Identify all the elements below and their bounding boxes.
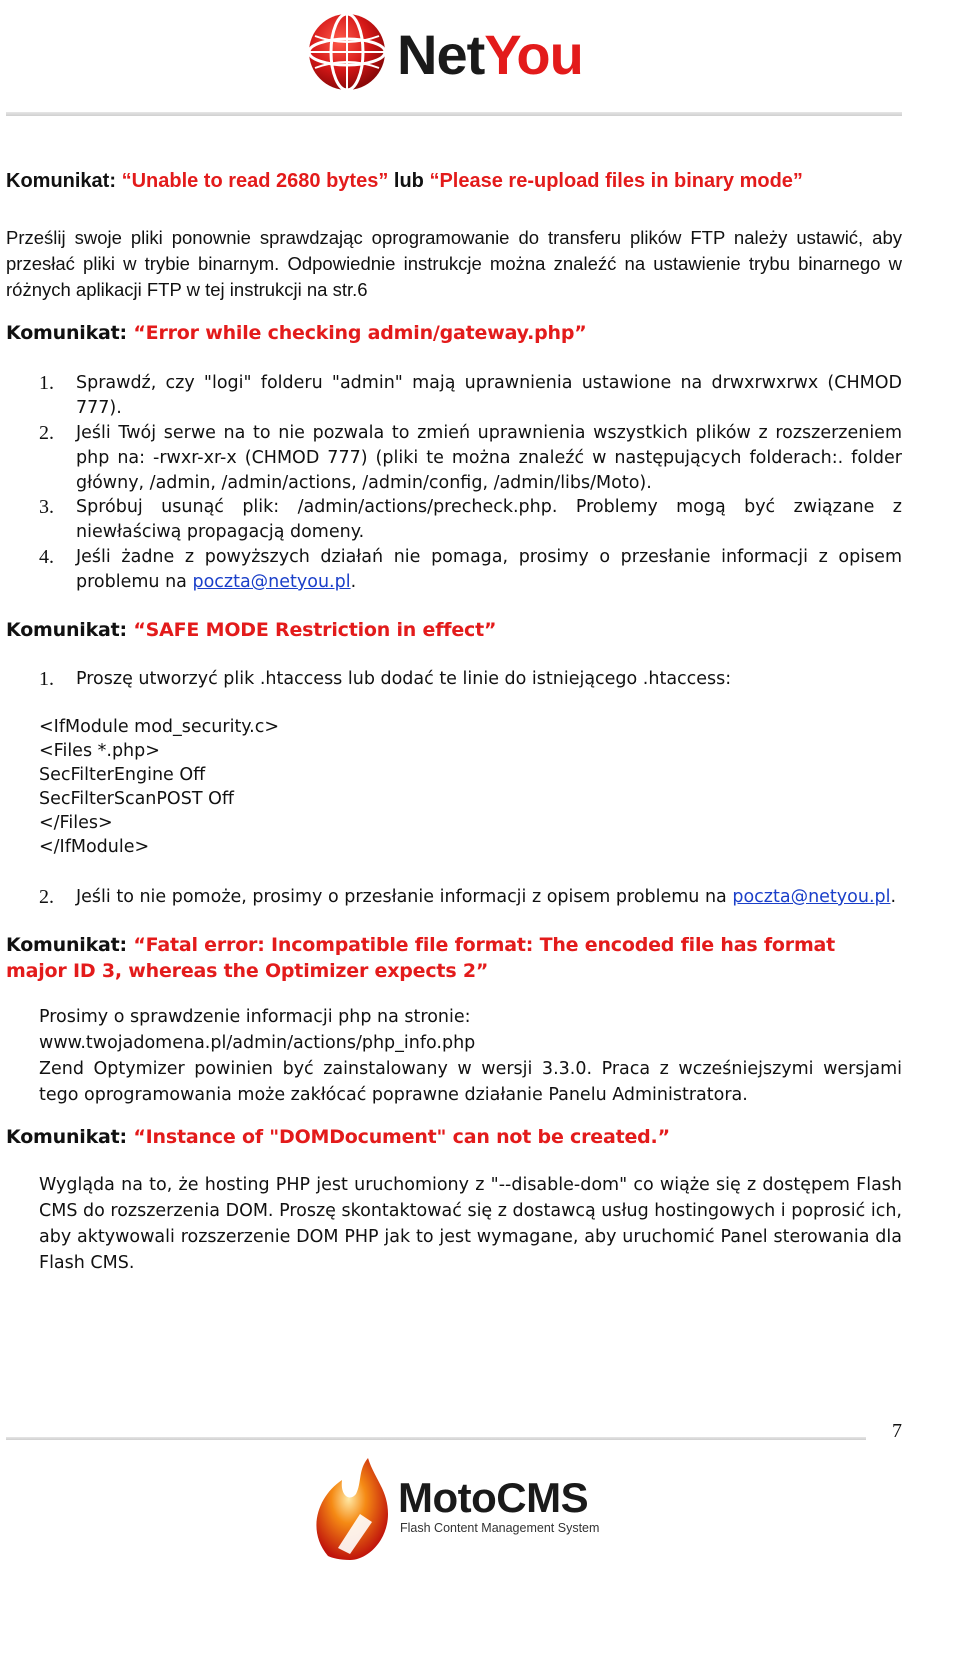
globe-icon — [309, 14, 385, 90]
section-paragraph: Prześlij swoje pliki ponownie sprawdzając oprogramowanie do transferu plików FTP należy ustawić, aby przesłać pliki w trybie binarnym. Odpowiednie instrukcje można znaleźć na ustawienie trybu binarnego w różnych aplikacji FTP w tej instrukcji na str.6 — [6, 227, 902, 300]
email-link[interactable]: poczta@netyou.pl — [192, 572, 351, 592]
section-heading: Komunikat: “Instance of "DOMDocument" can not be created.” — [6, 1126, 670, 1148]
section-heading: Komunikat: “SAFE MODE Restriction in effect” — [6, 619, 497, 641]
code-line: </IfModule> — [39, 837, 150, 857]
netyou-logo — [305, 8, 655, 98]
section-paragraph: Prosimy o sprawdzenie informacji php na stronie: www.twojadomena.pl/admin/actions/php_info.php Zend Optymizer powinien być zainstalowany w wersji 3.3.0. Praca z wcześniejszymi wersjami tego oprogramowania może zakłócać poprawne działanie Panelu Administratora. — [39, 1007, 902, 1105]
code-line: SecFilterEngine Off — [39, 765, 206, 785]
section-heading: Komunikat: “Unable to read 2680 bytes” lub “Please re-upload files in binary mode” — [6, 170, 803, 192]
header-rule — [6, 112, 902, 116]
email-link[interactable]: poczta@netyou.pl — [732, 887, 891, 907]
code-block — [39, 715, 279, 859]
section-heading: Komunikat: “Error while checking admin/gateway.php” — [6, 322, 587, 344]
footer-rule — [6, 1437, 866, 1440]
page-number: 7 — [892, 1420, 902, 1442]
footer-tagline: Flash Content Management System — [400, 1521, 600, 1535]
code-line: </Files> — [39, 813, 113, 833]
section-paragraph: Wygląda na to, że hosting PHP jest uruchomiony z "--disable-dom" co wiąże się z dostępem Flash CMS do rozszerzenia DOM. Proszę skontaktować się z dostawcą usług hostingowych i poprosić ich, aby aktywowali rozszerzenie DOM PHP jak to jest wymagane, aby uruchomić Panel sterowania dla Flash CMS. — [39, 1175, 902, 1273]
footer-brand: MotoCMS — [398, 1474, 589, 1521]
svg-text:NetYou: NetYou — [397, 23, 583, 86]
code-line: <Files *.php> — [39, 741, 160, 761]
flame-icon — [316, 1458, 388, 1560]
motocms-logo — [310, 1452, 630, 1562]
section-heading: Komunikat: “Fatal error: Incompatible file format: The encoded file has format major ID 3, whereas the Optimizer expects 2” — [6, 934, 836, 982]
code-line: SecFilterScanPOST Off — [39, 789, 234, 809]
code-line: <IfModule mod_security.c> — [39, 717, 280, 737]
